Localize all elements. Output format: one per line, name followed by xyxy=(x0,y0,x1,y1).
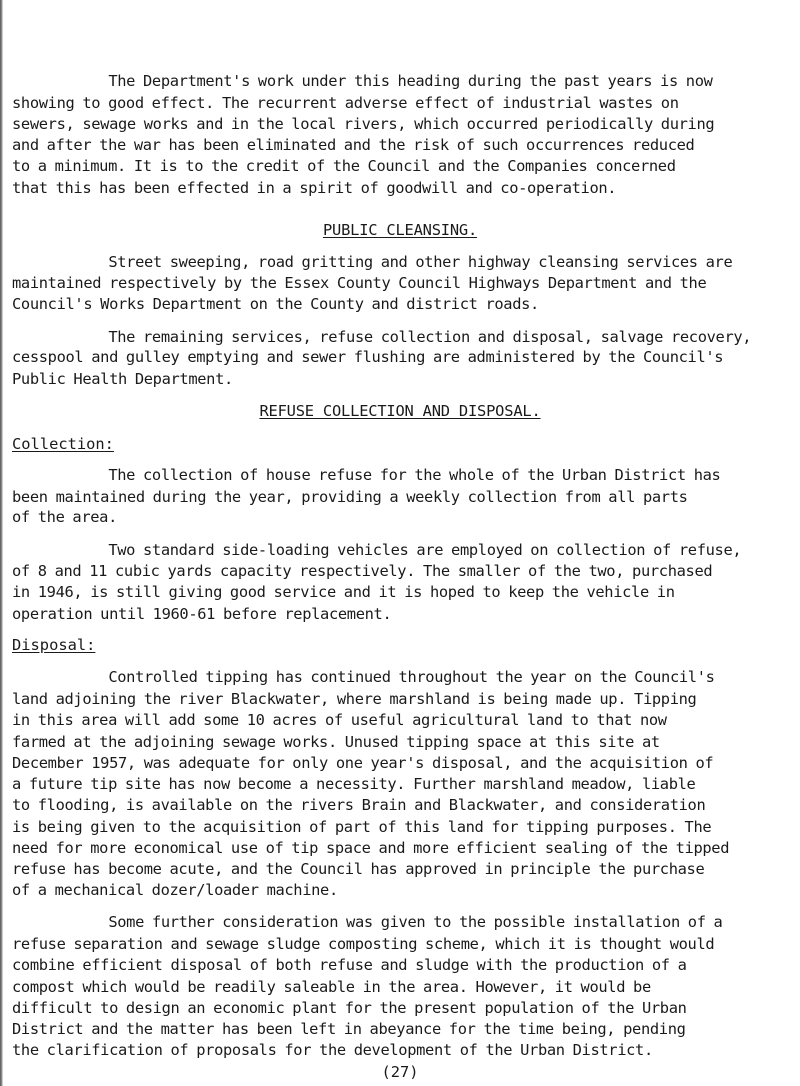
text-line: in 1946, is still giving good service and it is hoped to keep the vehicle in xyxy=(12,583,675,602)
text-line: sewers, sewage works and in the local rivers, which occurred periodically during xyxy=(12,114,715,133)
text-line: the clarification of proposals for the development of the Urban District. xyxy=(12,1041,653,1060)
text-line: Some further consideration was given to the possible installation of a xyxy=(45,913,723,932)
heading-refuse-collection-disposal: REFUSE COLLECTION AND DISPOSAL. xyxy=(259,402,541,421)
text-line: is being given to the acquisition of part of this land for tipping purposes. The xyxy=(12,817,712,836)
text-line: Two standard side-loading vehicles are employed on collection of refuse, xyxy=(45,540,742,559)
text-line: maintained respectively by the Essex County Council Highways Department and the xyxy=(12,273,707,292)
text-line: December 1957, was adequate for only one year's disposal, and the acquisition of xyxy=(12,753,714,772)
text-line: Controlled tipping has continued throughout the year on the Council's xyxy=(45,668,715,687)
text-line: and after the war has been eliminated and the risk of such occurrences reduced xyxy=(12,136,695,155)
text-line: to flooding, is available on the rivers Brain and Blackwater, and consideration xyxy=(12,796,706,815)
text-line: farmed at the adjoining sewage works. Unused tipping space at this site at xyxy=(12,732,660,751)
text-line: of a mechanical dozer/loader machine. xyxy=(12,881,338,900)
text-line: combine efficient disposal of both refuse and sludge with the production of a xyxy=(12,956,687,974)
text-line: refuse separation and sewage sludge composting scheme, which it is thought would xyxy=(12,935,715,954)
text-line: need for more economical use of tip space and more efficient sealing of the tipped xyxy=(12,838,730,857)
text-line: Public Health Department. xyxy=(12,370,233,389)
text-line: a future tip site has now become a necessity. Further marshland meadow, liable xyxy=(12,775,696,794)
text-line: The collection of house refuse for the whole of the Urban District has xyxy=(45,465,721,484)
text-line: of 8 and 11 cubic yards capacity respectively. The smaller of the two, purchased xyxy=(12,562,713,581)
text-line: that this has been effected in a spirit of goodwill and co-operation. xyxy=(12,178,617,197)
heading-public-cleansing: PUBLIC CLEANSING. xyxy=(322,220,478,239)
page-number: (27) xyxy=(381,1063,419,1081)
text-line: operation until 1960-61 before replacement. xyxy=(12,604,392,623)
text-line: The remaining services, refuse collection and disposal, salvage recovery, xyxy=(45,327,752,346)
text-line: difficult to design an economic plant for the present population of the Urban xyxy=(12,998,687,1017)
text-line: Street sweeping, road gritting and other highway cleansing services are xyxy=(45,252,733,271)
text-line: showing to good effect. The recurrent adverse effect of industrial wastes on xyxy=(12,93,679,112)
text-line: cesspool and gulley emptying and sewer flushing are administered by the Council's xyxy=(12,348,724,367)
text-line: The Department's work under this heading during the past years is now xyxy=(45,71,713,90)
text-line: refuse has become acute, and the Council has approved in principle the purchase xyxy=(12,860,705,879)
text-line: been maintained during the year, providing a weekly collection from all parts xyxy=(12,487,688,506)
text-line: compost which would be readily saleable in the area. However, it would be xyxy=(12,977,651,996)
text-line: land adjoining the river Blackwater, where marshland is being made up. Tipping xyxy=(12,690,697,709)
text-line: District and the matter has been left in abeyance for the time being, pending xyxy=(12,1020,686,1039)
text-line: of the area. xyxy=(12,508,117,527)
subheading-collection: Collection: xyxy=(12,434,114,453)
text-line: Council's Works Department on the County and district roads. xyxy=(12,295,539,314)
text-line: in this area will add some 10 acres of useful agricultural land to that now xyxy=(12,710,667,729)
text-line: to a minimum. It is to the credit of the Council and the Companies concerned xyxy=(12,157,676,176)
subheading-disposal: Disposal: xyxy=(12,636,96,655)
